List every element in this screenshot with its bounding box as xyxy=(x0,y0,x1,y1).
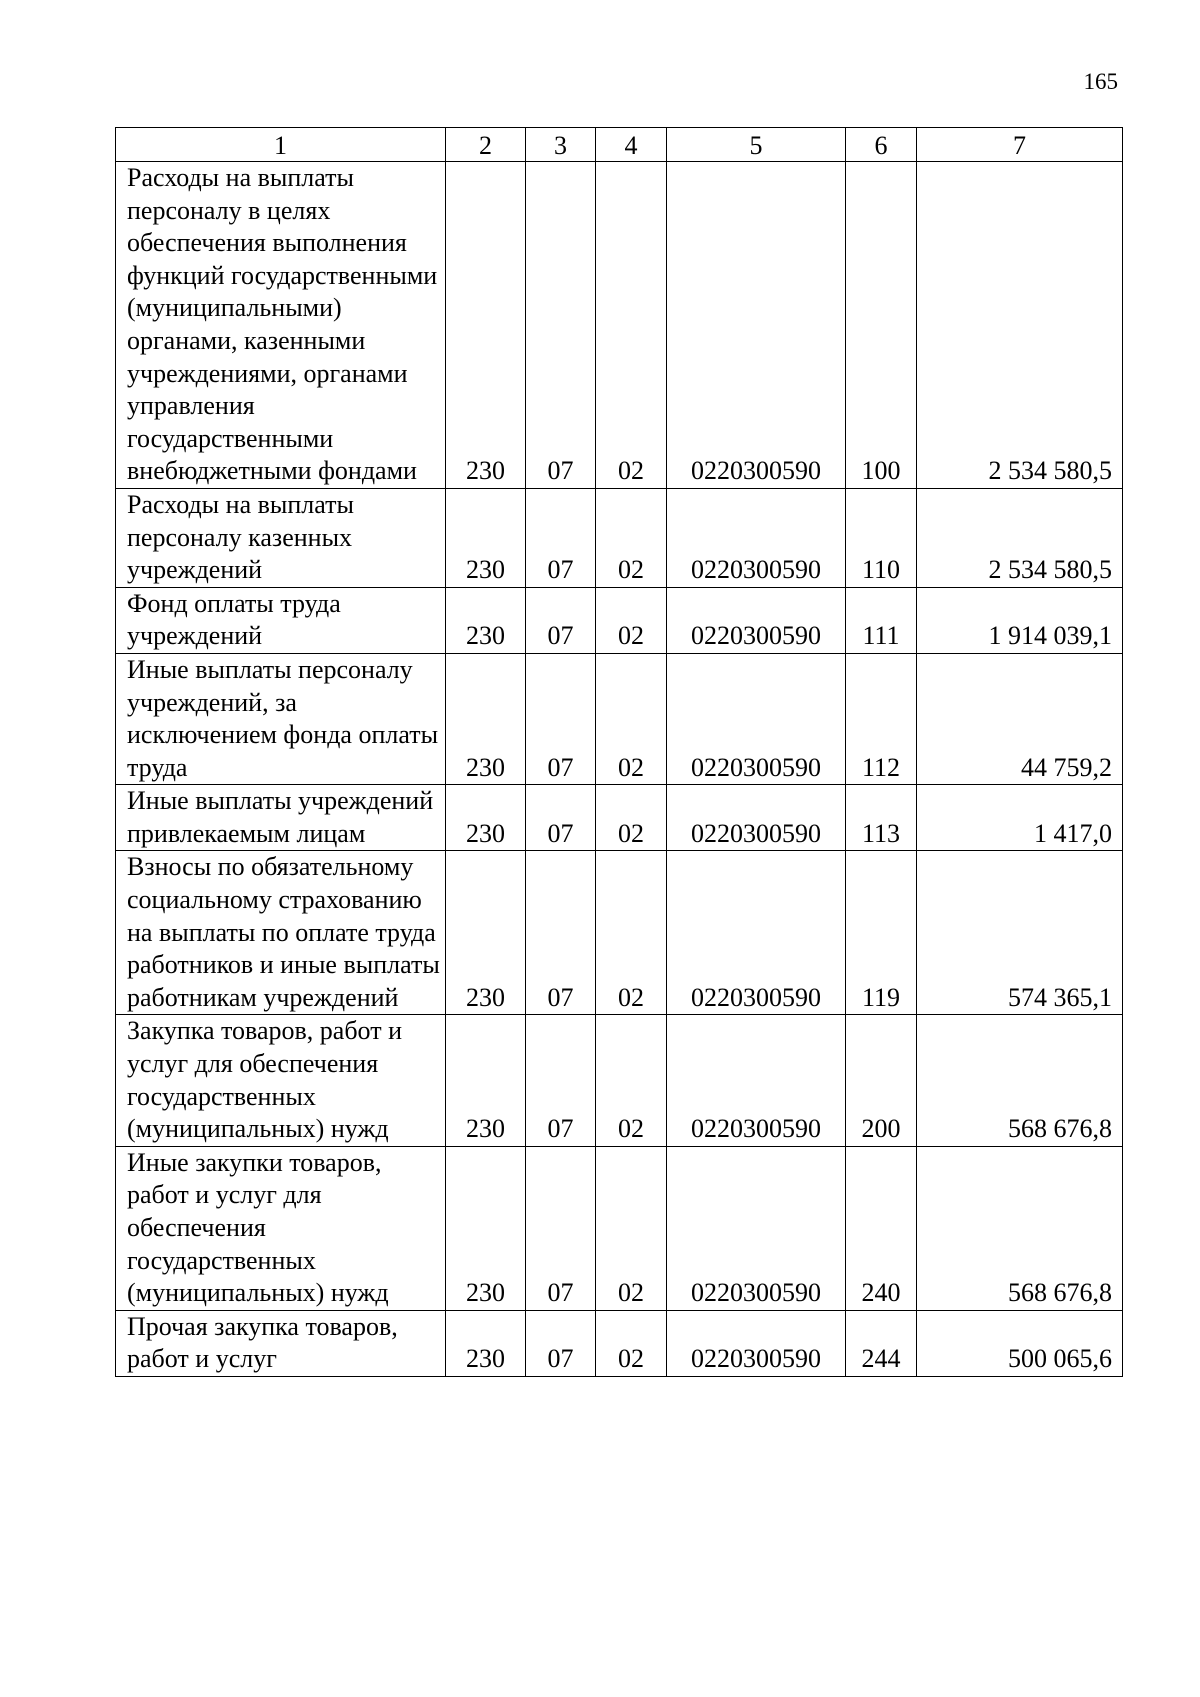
cell-code-4: 02 xyxy=(596,162,667,489)
cell-code-2: 230 xyxy=(446,785,526,851)
cell-amount: 500 065,6 xyxy=(917,1310,1123,1376)
header-row xyxy=(116,128,1123,162)
cell-code-5: 0220300590 xyxy=(667,1146,846,1310)
cell-code-2: 230 xyxy=(446,162,526,489)
cell-code-3: 07 xyxy=(526,1146,596,1310)
cell-code-3: 07 xyxy=(526,488,596,587)
row-name: Иные выплаты учреждений привлекаемым лицам xyxy=(116,785,446,851)
cell-code-4: 02 xyxy=(596,653,667,784)
cell-amount: 2 534 580,5 xyxy=(917,162,1123,489)
cell-code-3: 07 xyxy=(526,162,596,489)
cell-code-5: 0220300590 xyxy=(667,1015,846,1146)
table-row xyxy=(116,1146,1123,1310)
column-header-6: 6 xyxy=(846,128,917,162)
cell-code-6: 244 xyxy=(846,1310,917,1376)
table-row xyxy=(116,162,1123,489)
cell-code-2: 230 xyxy=(446,1310,526,1376)
cell-code-6: 113 xyxy=(846,785,917,851)
budget-table xyxy=(115,127,1123,1377)
cell-amount: 1 417,0 xyxy=(917,785,1123,851)
cell-code-4: 02 xyxy=(596,1310,667,1376)
row-name: Иные закупки товаров, работ и услуг для обеспечения государственных (муниципальных) нужд xyxy=(116,1146,446,1310)
column-header-3: 3 xyxy=(526,128,596,162)
cell-amount: 1 914 039,1 xyxy=(917,587,1123,653)
row-name: Фонд оплаты труда учреждений xyxy=(116,587,446,653)
cell-code-6: 240 xyxy=(846,1146,917,1310)
cell-code-2: 230 xyxy=(446,587,526,653)
table-row xyxy=(116,1310,1123,1376)
table-row xyxy=(116,488,1123,587)
cell-code-4: 02 xyxy=(596,587,667,653)
cell-code-5: 0220300590 xyxy=(667,488,846,587)
cell-code-5: 0220300590 xyxy=(667,785,846,851)
cell-code-2: 230 xyxy=(446,1146,526,1310)
cell-amount: 44 759,2 xyxy=(917,653,1123,784)
row-name: Расходы на выплаты персоналу казенных учреждений xyxy=(116,488,446,587)
cell-code-6: 111 xyxy=(846,587,917,653)
column-header-5: 5 xyxy=(667,128,846,162)
column-header-2: 2 xyxy=(446,128,526,162)
cell-code-2: 230 xyxy=(446,1015,526,1146)
column-header-4: 4 xyxy=(596,128,667,162)
cell-code-6: 100 xyxy=(846,162,917,489)
page-number: 165 xyxy=(1083,69,1118,94)
cell-code-2: 230 xyxy=(446,851,526,1015)
column-header-7: 7 xyxy=(917,128,1123,162)
table-row xyxy=(116,653,1123,784)
cell-code-3: 07 xyxy=(526,653,596,784)
cell-amount: 2 534 580,5 xyxy=(917,488,1123,587)
row-name: Взносы по обязательному социальному страхованию на выплаты по оплате труда работников и иные выплаты работникам учреждений xyxy=(116,851,446,1015)
table-row xyxy=(116,587,1123,653)
cell-code-4: 02 xyxy=(596,488,667,587)
cell-code-3: 07 xyxy=(526,1310,596,1376)
cell-code-3: 07 xyxy=(526,587,596,653)
cell-code-4: 02 xyxy=(596,1146,667,1310)
table-row xyxy=(116,851,1123,1015)
column-header-1: 1 xyxy=(116,128,446,162)
cell-code-5: 0220300590 xyxy=(667,851,846,1015)
cell-code-2: 230 xyxy=(446,653,526,784)
cell-code-2: 230 xyxy=(446,488,526,587)
cell-code-4: 02 xyxy=(596,1015,667,1146)
row-name: Расходы на выплаты персоналу в целях обеспечения выполнения функций государственными (муниципальными) органами, казенными учреждениями, органами управления государственными внебюджетными фондами xyxy=(116,162,446,489)
row-name: Прочая закупка товаров, работ и услуг xyxy=(116,1310,446,1376)
cell-amount: 568 676,8 xyxy=(917,1015,1123,1146)
row-name: Иные выплаты персоналу учреждений, за исключением фонда оплаты труда xyxy=(116,653,446,784)
cell-code-4: 02 xyxy=(596,851,667,1015)
cell-code-4: 02 xyxy=(596,785,667,851)
table-row xyxy=(116,1015,1123,1146)
cell-code-3: 07 xyxy=(526,785,596,851)
table-row xyxy=(116,785,1123,851)
cell-code-5: 0220300590 xyxy=(667,1310,846,1376)
cell-amount: 568 676,8 xyxy=(917,1146,1123,1310)
cell-code-6: 110 xyxy=(846,488,917,587)
cell-code-3: 07 xyxy=(526,1015,596,1146)
row-name: Закупка товаров, работ и услуг для обеспечения государственных (муниципальных) нужд xyxy=(116,1015,446,1146)
cell-code-5: 0220300590 xyxy=(667,162,846,489)
cell-amount: 574 365,1 xyxy=(917,851,1123,1015)
cell-code-3: 07 xyxy=(526,851,596,1015)
cell-code-5: 0220300590 xyxy=(667,587,846,653)
cell-code-6: 112 xyxy=(846,653,917,784)
cell-code-5: 0220300590 xyxy=(667,653,846,784)
cell-code-6: 119 xyxy=(846,851,917,1015)
cell-code-6: 200 xyxy=(846,1015,917,1146)
